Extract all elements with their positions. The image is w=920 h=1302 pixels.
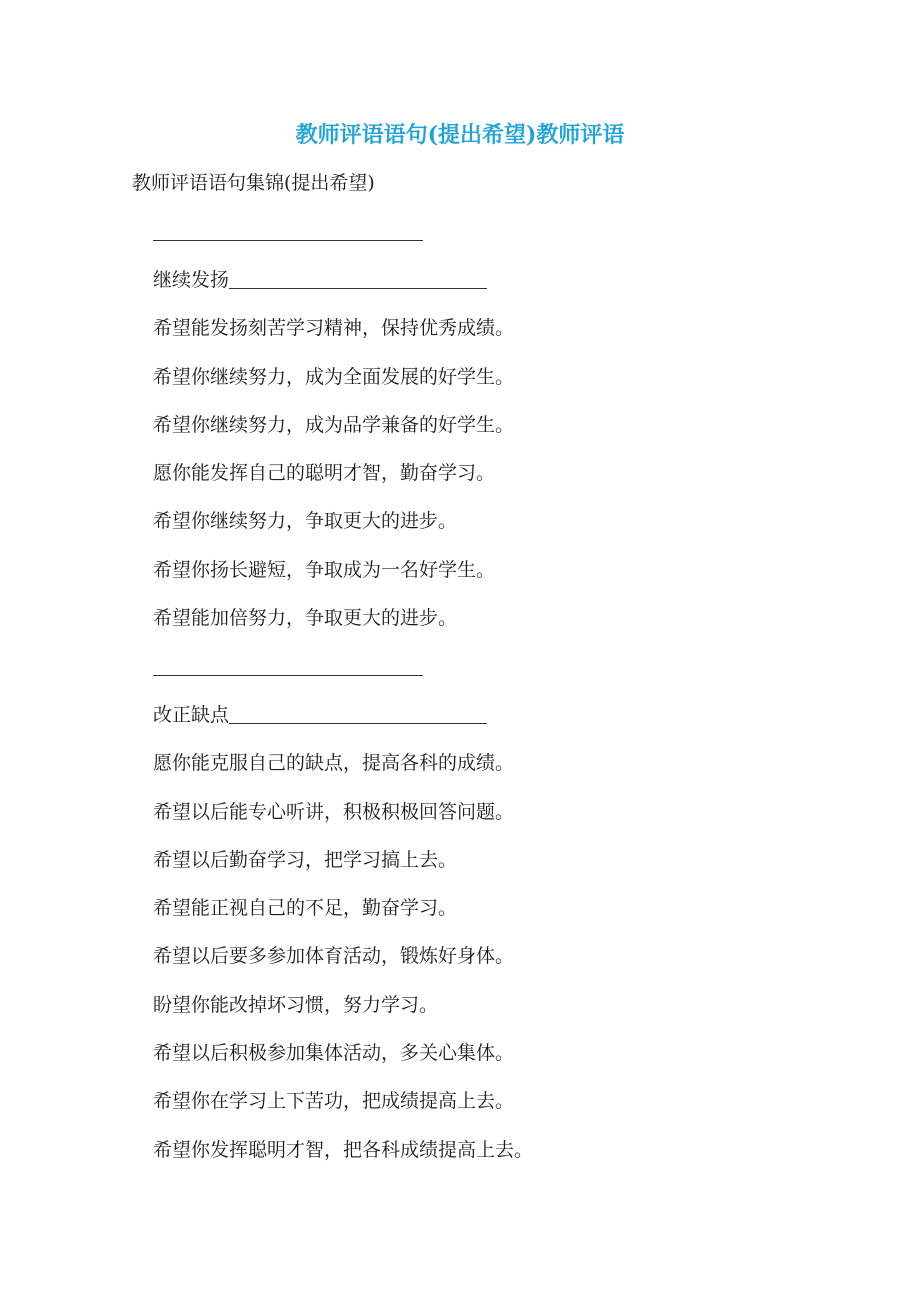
comment-item: 希望以后积极参加集体活动，多关心集体。 xyxy=(153,1042,515,1065)
comment-item: 希望以后能专心听讲，积极积极回答问题。 xyxy=(153,800,515,823)
section-heading xyxy=(153,700,853,730)
section-heading-label: 改正缺点 xyxy=(153,704,230,726)
comment-item: 希望你继续努力，成为全面发展的好学生。 xyxy=(153,365,515,388)
blank-line xyxy=(153,240,423,241)
document-title: 教师评语语句(提出希望)教师评语 xyxy=(295,122,625,148)
section-heading-label: 继续发扬 xyxy=(153,269,230,291)
heading-underline xyxy=(229,723,487,724)
comment-item: 盼望你能改掉坏习惯，努力学习。 xyxy=(153,993,439,1016)
comment-item: 希望你发挥聪明才智，把各科成绩提高上去。 xyxy=(153,1138,534,1161)
comment-item: 希望以后勤奋学习，把学习搞上去。 xyxy=(153,848,458,871)
section-heading xyxy=(153,265,853,295)
comment-item: 希望你在学习上下苦功，把成绩提高上去。 xyxy=(153,1090,515,1113)
comment-item: 希望能发扬刻苦学习精神，保持优秀成绩。 xyxy=(153,317,515,340)
document-subtitle: 教师评语语句集锦(提出希望) xyxy=(132,172,375,194)
comment-item: 愿你能克服自己的缺点，提高各科的成绩。 xyxy=(153,752,515,775)
section-continue xyxy=(153,226,853,651)
comment-item: 希望你继续努力，成为品学兼备的好学生。 xyxy=(153,413,515,436)
blank-line xyxy=(153,675,423,676)
comment-item: 希望你扬长避短，争取成为一名好学生。 xyxy=(153,558,496,581)
comment-item: 希望以后要多参加体育活动，锻炼好身体。 xyxy=(153,945,515,968)
comment-item: 希望能加倍努力，争取更大的进步。 xyxy=(153,607,458,630)
section-correct-faults xyxy=(153,661,853,1183)
heading-underline xyxy=(229,288,487,289)
comment-item: 希望能正视自己的不足，勤奋学习。 xyxy=(153,897,458,920)
comment-item: 希望你继续努力，争取更大的进步。 xyxy=(153,510,458,533)
comment-item: 愿你能发挥自己的聪明才智，勤奋学习。 xyxy=(153,462,496,485)
